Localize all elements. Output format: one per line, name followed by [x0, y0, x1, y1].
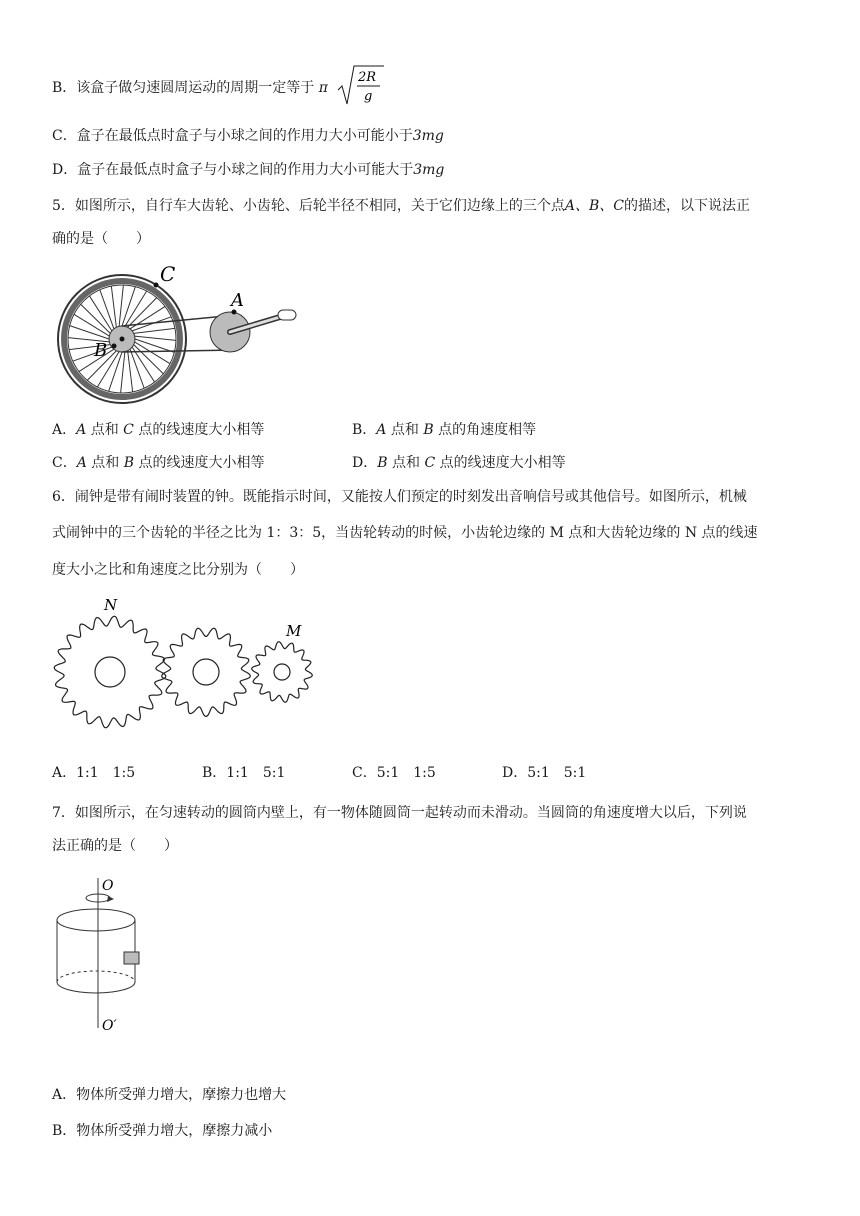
label-b: B — [94, 340, 108, 361]
q5-stem-line1 — [52, 196, 750, 216]
q6-option-d[interactable]: D．5:1 5:1 — [502, 765, 587, 781]
q6-option-a[interactable]: A．1:1 1:5 — [52, 765, 136, 781]
q5-option-b[interactable]: B．A 点和 B 点的角速度相等 — [352, 422, 537, 438]
wheel-spoke — [134, 345, 164, 374]
block-object — [124, 952, 139, 964]
q4-option-c-text: C．盒子在最低点时盒子与小球之间的作用力大小可能小于 — [52, 128, 413, 144]
wheel-spoke — [111, 286, 116, 327]
q4-option-c-value: 3mg — [412, 128, 444, 144]
q4-option-d-text: D．盒子在最低点时盒子与小球之间的作用力大小可能大于 — [52, 162, 414, 178]
q4-option-c — [52, 126, 444, 146]
q7-stem-line1: 7．如图所示，在匀速转动的圆筒内壁上，有一物体随圆筒一起转动而未滑动。当圆筒的角速度增大以后，下列说 — [52, 805, 747, 821]
q4-option-d-value: 3mg — [413, 162, 445, 178]
point-c-marker — [154, 283, 159, 288]
q7-option-b[interactable]: B．物体所受弹力增大，摩擦力减小 — [52, 1123, 273, 1139]
q4-option-d — [52, 160, 444, 180]
q5-stem-text: 5．如图所示，自行车大齿轮、小齿轮、后轮半径不相同，关于它们边缘上的三个点 — [52, 198, 565, 214]
q5-option-d[interactable]: D．B 点和 C 点的线速度大小相等 — [352, 455, 566, 471]
wheel-spoke — [135, 336, 176, 340]
q5-stem-line2: 确的是（ ） — [52, 231, 150, 247]
label-c: C — [160, 262, 176, 286]
wheel-spoke — [81, 304, 111, 333]
q6-stem-line2: 式闹钟中的三个齿轮的半径之比为 1：3：5，当齿轮转动的时候，小齿轮边缘的 M 点和大齿轮边缘的 N 点的线速 — [52, 525, 758, 541]
sqrt-fraction-formula — [336, 62, 386, 108]
q7-stem-line2: 法正确的是（ ） — [52, 838, 178, 854]
q4-option-b-text: B．该盒子做匀速圆周运动的周期一定等于 — [52, 80, 315, 96]
q6-option-c[interactable]: C．5:1 1:5 — [352, 765, 436, 781]
label-a: A — [231, 290, 244, 311]
label-o: O — [102, 878, 114, 894]
q5-stem-points: A、B、C — [564, 198, 625, 214]
wheel-spoke — [121, 352, 125, 393]
pi-symbol: π — [318, 80, 328, 96]
point-b-marker — [112, 344, 117, 349]
wheel-spoke — [128, 351, 133, 392]
formula-numerator: 2R — [358, 70, 377, 85]
bicycle-figure — [52, 262, 302, 410]
wheel-spoke — [134, 328, 175, 333]
gears-figure — [52, 594, 322, 734]
label-m: M — [286, 622, 302, 640]
q4-option-b — [52, 78, 328, 98]
q5-option-c[interactable]: C．A 点和 B 点的线速度大小相等 — [52, 455, 265, 471]
q5-stem-end: 的描述，以下说法正 — [624, 198, 751, 214]
cylinder-figure — [52, 872, 162, 1034]
q6-stem-line1: 6．闹钟是带有闹时装置的钟。既能指示时间，又能按人们预定的时刻发出音响信号或其他信号。如图所示，机械 — [52, 489, 747, 505]
label-o-prime: O′ — [102, 1018, 117, 1034]
label-n: N — [104, 596, 118, 614]
q6-option-b[interactable]: B．1:1 5:1 — [202, 765, 286, 781]
q6-stem-line3: 度大小之比和角速度之比分别为（ ） — [52, 562, 304, 578]
wheel-spoke — [119, 285, 123, 326]
formula-denominator: g — [364, 89, 373, 104]
q5-option-a[interactable]: A．A 点和 C 点的线速度大小相等 — [52, 422, 265, 438]
q7-option-a[interactable]: A．物体所受弹力增大，摩擦力也增大 — [52, 1087, 287, 1103]
